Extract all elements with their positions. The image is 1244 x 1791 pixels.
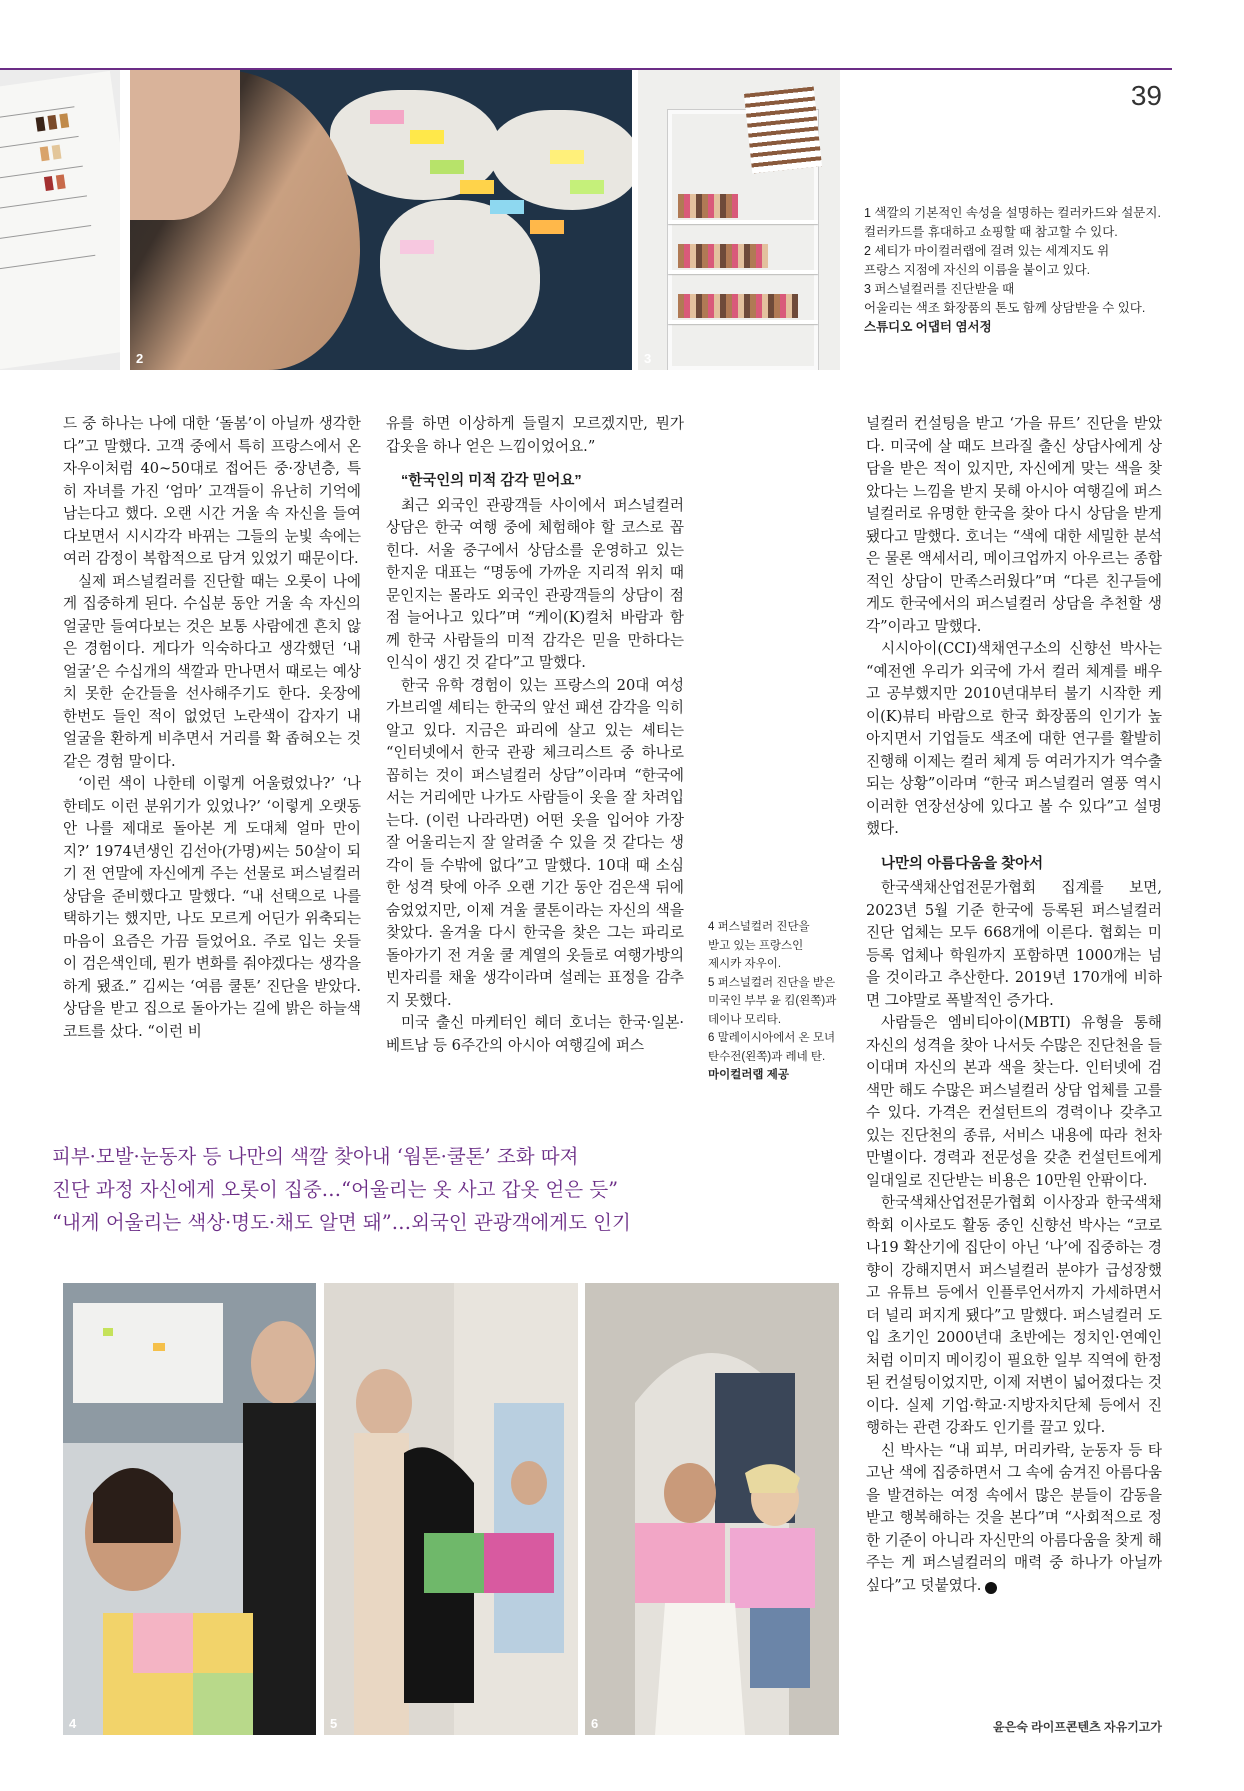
photo-number-3: 3 <box>644 351 652 366</box>
pull-quote-line: 피부·모발·눈동자 등 나만의 색깔 찾아내 ‘웜톤·쿨톤’ 조화 따져 <box>52 1145 579 1168</box>
paragraph: 한국색채산업전문가협회 집계를 보면, 2023년 5월 기준 한국에 등록된 퍼스널컬러 진단 업체는 모두 668개에 이른다. 협회는 미등록 업체나 학원까지 포함하면 1000개는 넘을 것이라고 추산한다. 2019년 170개에 비하면 그야말로 폭발적인 증가다. <box>866 879 1162 1009</box>
color-fan-card <box>744 87 822 174</box>
photo-diagnosis-mother-daughter <box>585 1283 839 1735</box>
paragraph: 시시아이(CCI)색채연구소의 신향선 박사는 “예전엔 우리가 외국에 가서 컬러 체계를 배우고 공부했지만 2010년대부터 불기 시작한 케이(K)뷰티 바람으로 한국 화장품의 인기가 높아지면서 기업들도 색조에 대한 연구를 활발히 진행해 이제는 컬러 체계 등 여러가지가 역수출되는 상황”이라며 “한국 퍼스널컬러 열풍 역시 이러한 연장선상에 있다고 볼 수 있다”고 설명했다. <box>866 640 1162 837</box>
pull-quote-line: “내게 어울리는 색상·명도·채도 알면 돼”…외국인 관광객에게도 인기 <box>52 1211 631 1234</box>
photo-number-4: 4 <box>69 1716 77 1731</box>
caption-line: 5 퍼스널컬러 진단을 받은 <box>708 976 836 989</box>
end-mark-icon: ➔ <box>985 1582 997 1594</box>
paragraph: 실제 퍼스널컬러를 진단할 때는 오롯이 나에게 집중하게 된다. 수십분 동안 거울 속 자신의 얼굴만 들여다보는 것은 보통 사람에겐 흔치 않은 경험이다. 게다가 익숙하다고 생각했던 ‘내 얼굴’은 수십개의 색깔과 만나면서 때로는 예상치 못한 순간들을 선사해주기도 한다. 옷장에 한번도 들인 적이 없었던 노란색이 갑자기 내 얼굴을 환하게 비추면서 거리를 확 좁혀오는 것 같은 경험 말이다. <box>63 572 361 770</box>
paragraph: 신 박사는 “내 피부, 머리카락, 눈동자 등 타고난 색에 집중하면서 그 속에 숨겨진 아름다움을 발견하는 여정 속에서 많은 분들이 감동을 받고 행복해하는 것을 본다”며 “사회적으로 정한 기준이 아니라 자신만의 아름다움을 찾게 해주는 게 퍼스널컬러의 매력 중 하나가 아닐까 싶다”고 덧붙였다. ➔ <box>866 1441 1162 1594</box>
paragraph: 한국색채산업전문가협회 이사장과 한국색채학회 이사로도 활동 중인 신향선 박사는 “코로나19 확산기에 집단이 아닌 ‘나’에 집중하는 경향이 강해지면서 퍼스널컬러 분야가 급성장했고 유튜브 등에서 인플루언서까지 가세하면서 더 널리 퍼지게 됐다”고 말했다. 퍼스널컬러 도입 초기인 2000년대 초반에는 정치인·연예인처럼 이미지 메이킹이 필요한 일부 직역에 한정된 컨설팅이었지만, 이제 저변이 넓어졌다는 것이다. 실제 기업·학교·지방자치단체 등에서 진행하는 관련 강좌도 인기를 끌고 있다. <box>866 1194 1162 1436</box>
caption-top <box>864 204 1161 337</box>
paragraph: 드 중 하나는 나에 대한 ‘돌봄’이 아닐까 생각한다”고 말했다. 고객 중에서 특히 프랑스에서 온 자우이처럼 40~50대로 접어든 중·장년층, 특히 자녀를 가진 ‘엄마’ 고객들이 유난히 기억에 남는다고 했다. 오랜 시간 거울 속 자신을 들여다보면서 시시각각 바뀌는 그들의 눈빛 속에는 여러 감정이 복합적으로 담겨 있었기 때문이다. <box>63 415 361 567</box>
caption-line: 4 퍼스널컬러 진단을 <box>708 921 810 933</box>
article-column-1 <box>63 413 361 1043</box>
photo-5-illustration <box>324 1283 578 1735</box>
photo-world-map <box>130 70 632 370</box>
paragraph: 널컬러 컨설팅을 받고 ‘가을 뮤트’ 진단을 받았다. 미국에 살 때도 브라질 출신 상담사에게 상담을 받은 적이 있지만, 자신에게 맞는 색을 찾았다는 느낌을 받지 못해 아시아 여행길에 퍼스널컬러로 유명한 한국을 찾아 다시 상담을 받게 됐다고 말했다. 호너는 “색에 대한 세밀한 분석은 물론 액세서리, 메이크업까지 아우르는 종합적인 상담이 만족스러웠다”며 “다른 친구들에게도 한국에서의 퍼스널컬러 상담을 추천할 생각”이라고 말했다. <box>866 415 1162 635</box>
pull-quote <box>52 1140 652 1239</box>
caption-line: 3 퍼스널컬러를 진단받을 때 <box>864 282 1015 296</box>
caption-line: 미국인 부부 윤 킴(왼쪽)과 <box>708 995 837 1007</box>
photo-cosmetics-shelf <box>638 70 840 370</box>
subheading: “한국인의 미적 감각 믿어요” <box>401 473 582 489</box>
page-number: 39 <box>1130 80 1162 111</box>
photo-number-2: 2 <box>136 351 144 366</box>
caption-line: 1 색깔의 기본적인 속성을 설명하는 컬러카드와 설문지. <box>864 206 1161 220</box>
paragraph: 미국 출신 마케터인 헤더 호너는 한국·일본·베트남 등 6주간의 아시아 여행길에 퍼스 <box>386 1014 684 1054</box>
caption-line: 컬러카드를 휴대하고 쇼핑할 때 참고할 수 있다. <box>864 225 1118 239</box>
photo-number-5: 5 <box>330 1716 338 1731</box>
caption-line: 데이나 모리타. <box>708 1013 782 1026</box>
photo-credit: 마이컬러랩 제공 <box>708 1069 789 1081</box>
caption-line: 제시카 자우이. <box>708 958 782 970</box>
caption-line: 탄수전(왼쪽)과 레네 탄. <box>708 1050 826 1063</box>
photo-color-card <box>0 70 120 370</box>
paragraph: 사람들은 엠비티아이(MBTI) 유형을 통해 자신의 성격을 찾아 나서듯 수많은 진단천을 들이대며 자신의 본과 색을 찾는다. 인터넷에 검색만 해도 수많은 퍼스널컬러 상담 업체를 고를 수 있다. 가격은 컨설턴트의 경력이나 갖추고 있는 진단천의 종류, 서비스 내용에 따라 천차만별이다. 경력과 전문성을 갖춘 컨설턴트에게 일대일로 진단받는 비용은 10만원 안팎이다. <box>866 1014 1162 1189</box>
photo-6-illustration <box>585 1283 839 1735</box>
subheading: 나만의 아름다움을 찾아서 <box>881 855 1044 872</box>
photo-diagnosis-couple <box>324 1283 578 1735</box>
photo-4-illustration <box>63 1283 316 1735</box>
caption-middle <box>708 918 836 1085</box>
paragraph: 한국 유학 경험이 있는 프랑스의 20대 여성 가브리엘 셰티는 한국의 앞선 패션 감각을 익히 알고 있다. 지금은 파리에 살고 있는 셰티는 “인터넷에서 한국 관광 체크리스트 중 하나로 꼽히는 것이 퍼스널컬러 상담”이라며 “한국에서는 거리에만 나가도 사람들이 옷을 잘 차려입는다. (이런 나라라면) 어떤 옷을 입어야 가장 잘 어울리는지 잘 알려줄 수 있을 것 같다는 생각이 들 수밖에 없다”고 말했다. 10대 때 소심한 성격 탓에 아주 오랜 기간 동안 검은색 뒤에 숨었었지만, 이제 겨울 쿨톤이라는 자신의 색을 찾았다. 올겨울 다시 한국을 찾은 그는 파리로 돌아가기 전 겨울 쿨 계열의 옷들로 여행가방의 빈자리를 채울 생각이라며 설레는 표정을 감추지 못했다. <box>386 676 684 1009</box>
photo-credit: 스튜디오 어댑터 염서정 <box>864 320 992 334</box>
caption-line: 6 말레이시아에서 온 모녀 <box>708 1032 836 1044</box>
paragraph: 유를 하면 이상하게 들릴지 모르겠지만, 뭔가 갑옷을 하나 얻은 느낌이었어요.” <box>386 415 684 455</box>
author-byline: 윤은숙 라이프콘텐츠 자유기고가 <box>993 1720 1162 1734</box>
article-column-3 <box>866 413 1162 1597</box>
article-column-2 <box>386 413 684 1057</box>
caption-line: 받고 있는 프랑스인 <box>708 939 804 952</box>
pull-quote-line: 진단 과정 자신에게 오롯이 집중…“어울리는 옷 사고 갑옷 얻은 듯” <box>52 1178 619 1201</box>
photo-diagnosis-jessica <box>63 1283 316 1735</box>
photo-number-6: 6 <box>591 1716 599 1731</box>
caption-line: 2 셰티가 마이컬러랩에 걸려 있는 세계지도 위 <box>864 244 1110 258</box>
color-card-sheet <box>0 71 120 369</box>
caption-line: 어울리는 색조 화장품의 톤도 함께 상담받을 수 있다. <box>864 301 1146 315</box>
paragraph: ‘이런 색이 나한테 이렇게 어울렸었나?’ ‘나한테도 이런 분위기가 있었나?’ ‘이렇게 오랫동안 나를 제대로 돌아본 게 도대체 얼마 만이지?’ 1974년생인 김선아(가명)씨는 50살이 되기 전 연말에 자신에게 주는 선물로 퍼스널컬러 상담을 준비했다고 말했다. “내 선택으로 나를 택하기는 했지만, 나도 모르게 어딘가 위축되는 마음이 요즘은 가끔 들었어요. 주로 입는 옷들이 검은색인데, 뭔가 변화를 줘야겠다는 생각을 하게 됐죠.” 김씨는 ‘여름 쿨톤’ 진단을 받았다. 상담을 받고 집으로 돌아가는 길에 밝은 하늘색 코트를 샀다. “이런 비 <box>63 775 361 1040</box>
paragraph: 최근 외국인 관광객들 사이에서 퍼스널컬러 상담은 한국 여행 중에 체험해야 할 코스로 꼽힌다. 서울 중구에서 상담소를 운영하고 있는 한지운 대표는 “명동에 가까운 지리적 위치 때문인지는 몰라도 외국인 관광객들의 상담이 점점 늘어나고 있다”며 “케이(K)컬처 바람과 함께 한국 사람들의 미적 감각은 믿을 만하다는 인식이 생긴 것 같다”고 말했다. <box>386 496 684 671</box>
caption-line: 프랑스 지점에 자신의 이름을 붙이고 있다. <box>864 263 1091 277</box>
